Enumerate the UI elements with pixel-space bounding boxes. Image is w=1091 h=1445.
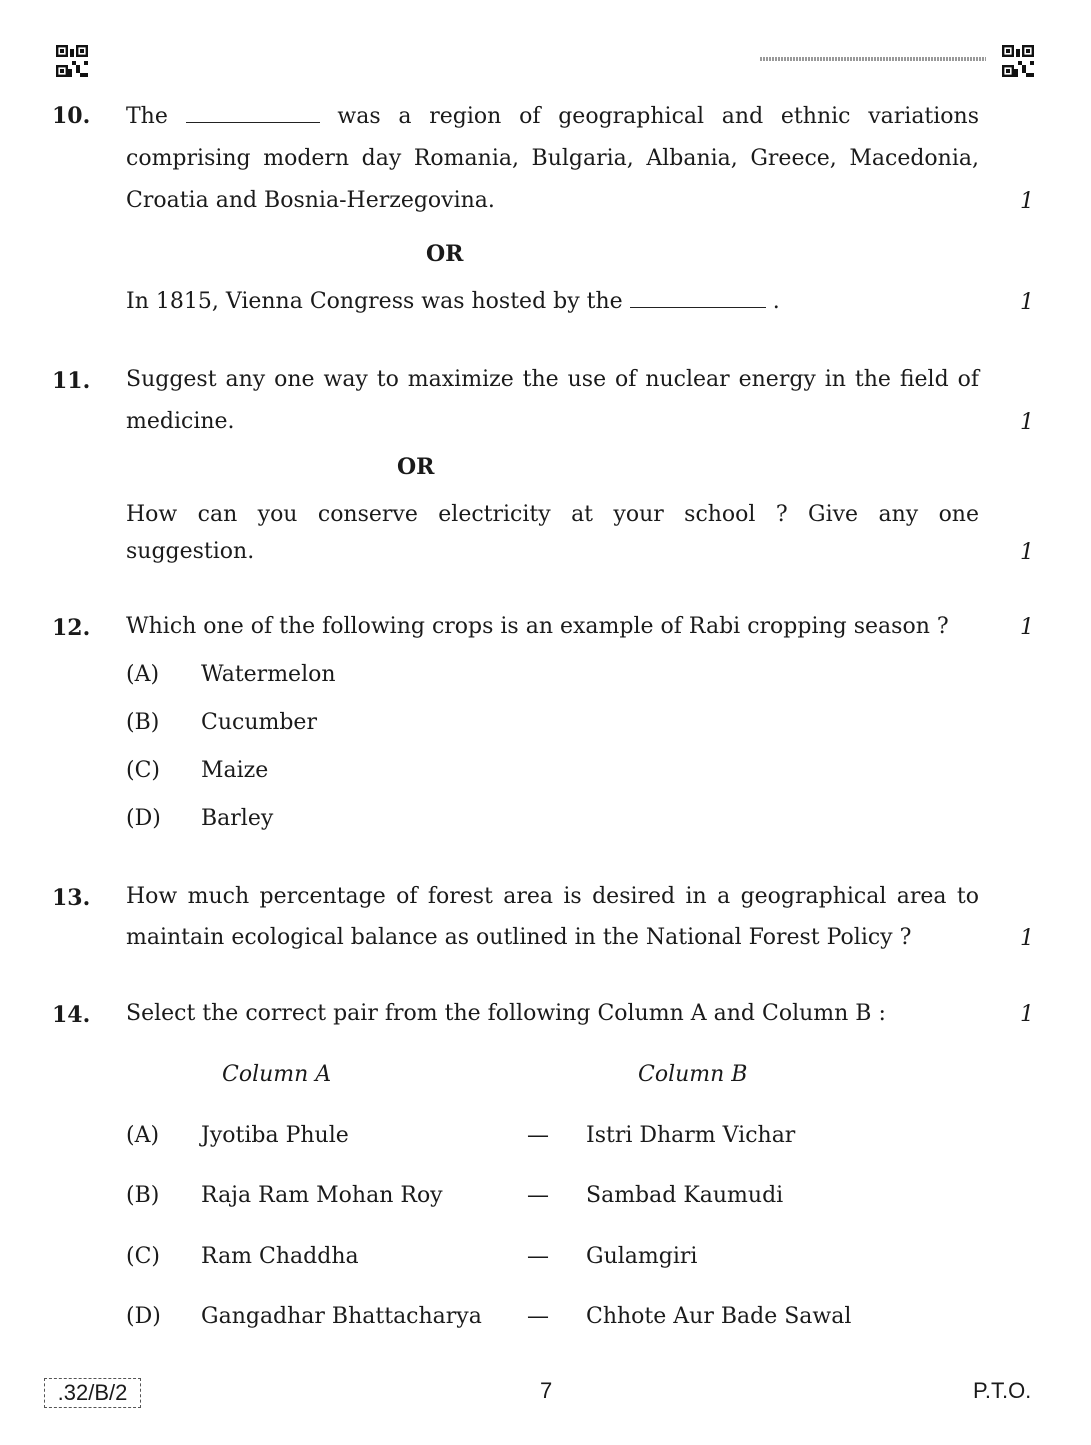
question-10-line-2: comprising modern day Romania, Bulgaria, Albania, Greece, Macedonia,	[126, 146, 979, 171]
fill-blank	[186, 104, 320, 123]
question-11-alternative-line-2: suggestion.	[126, 539, 255, 564]
option-text: Barley	[201, 806, 274, 831]
please-turn-over: P.T.O.	[973, 1378, 1032, 1403]
marks-label: 1	[1020, 189, 1034, 214]
column-a-item: Raja Ram Mohan Roy	[201, 1183, 443, 1208]
question-number: 12.	[52, 615, 91, 641]
option-label: (B)	[126, 710, 160, 735]
column-a-item: Jyotiba Phule	[201, 1123, 349, 1148]
column-b-item: Istri Dharm Vichar	[586, 1123, 796, 1148]
option-label: (A)	[126, 662, 160, 687]
marks-label: 1	[1020, 290, 1034, 315]
paper-code: .32/B/2	[44, 1378, 141, 1408]
question-11-line-2: medicine.	[126, 409, 235, 434]
question-13-line-1: How much percentage of forest area is desired in a geographical area to	[126, 884, 979, 909]
question-number: 10.	[52, 103, 91, 129]
pair-dash: —	[527, 1183, 549, 1208]
or-separator: OR	[397, 454, 435, 480]
option-label: (D)	[126, 806, 161, 831]
qr-code-icon	[1002, 45, 1034, 77]
pair-dash: —	[527, 1123, 549, 1148]
marks-label: 1	[1020, 410, 1034, 435]
question-number: 13.	[52, 885, 91, 911]
column-b-item: Chhote Aur Bade Sawal	[586, 1304, 852, 1329]
question-10-line-1: The was a region of geographical and ethnic variations	[126, 104, 980, 129]
option-label: (C)	[126, 758, 160, 783]
column-b-header: Column B	[638, 1062, 748, 1087]
column-a-item: Gangadhar Bhattacharya	[201, 1304, 482, 1329]
column-b-item: Gulamgiri	[586, 1244, 698, 1269]
question-10-alternative: In 1815, Vienna Congress was hosted by the .	[126, 289, 780, 314]
option-label: (B)	[126, 1183, 160, 1208]
option-label: (D)	[126, 1304, 161, 1329]
marks-label: 1	[1020, 926, 1034, 951]
option-text: Maize	[201, 758, 269, 783]
question-number: 11.	[52, 368, 91, 394]
option-text: Watermelon	[201, 662, 336, 687]
question-11-line-1: Suggest any one way to maximize the use of nuclear energy in the field of	[126, 367, 979, 392]
question-10-line-3: Croatia and Bosnia-Herzegovina.	[126, 188, 495, 213]
column-a-header: Column A	[222, 1062, 332, 1087]
question-12-text: Which one of the following crops is an example of Rabi cropping season ?	[126, 614, 949, 639]
column-a-item: Ram Chaddha	[201, 1244, 359, 1269]
option-text: Cucumber	[201, 710, 317, 735]
question-13-line-2: maintain ecological balance as outlined in the National Forest Policy ?	[126, 925, 912, 950]
pair-dash: —	[527, 1244, 549, 1269]
question-11-alternative-line-1: How can you conserve electricity at your school ? Give any one	[126, 502, 979, 527]
column-b-item: Sambad Kaumudi	[586, 1183, 784, 1208]
question-number: 14.	[52, 1002, 91, 1028]
marks-label: 1	[1020, 540, 1034, 565]
option-label: (A)	[126, 1123, 160, 1148]
qr-code-icon	[56, 45, 88, 77]
marks-label: 1	[1020, 615, 1034, 640]
header-microtext	[760, 57, 986, 61]
question-14-text: Select the correct pair from the following Column A and Column B :	[126, 1001, 886, 1026]
pair-dash: —	[527, 1304, 549, 1329]
option-label: (C)	[126, 1244, 160, 1269]
fill-blank	[630, 289, 766, 308]
page-number: 7	[540, 1378, 553, 1403]
or-separator: OR	[426, 241, 464, 267]
marks-label: 1	[1020, 1002, 1034, 1027]
